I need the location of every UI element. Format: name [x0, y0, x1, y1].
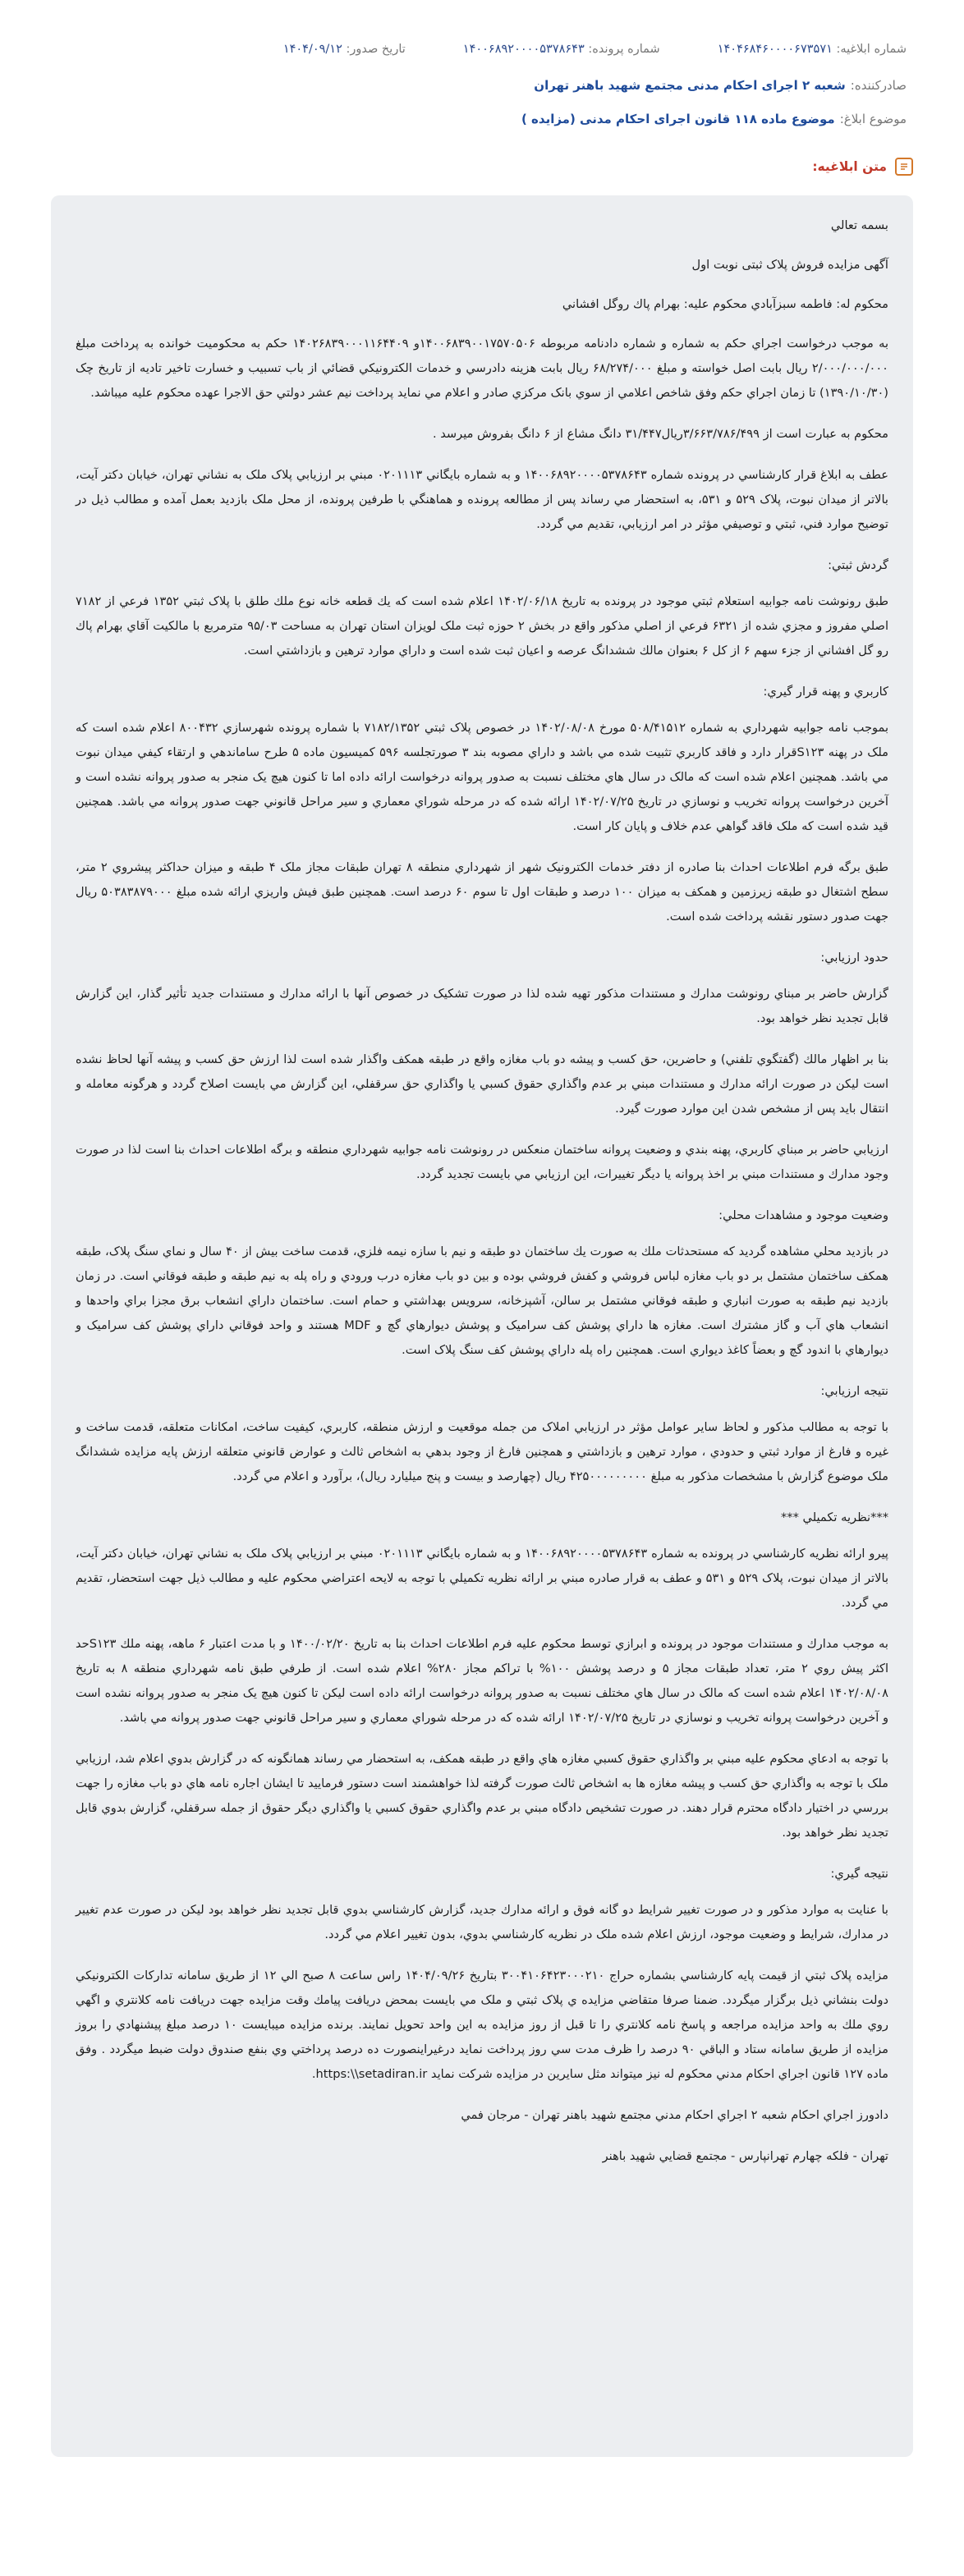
notice-number — [718, 43, 907, 56]
body-conclusion: با عنايت به موارد مذکور و در صورت تغيير شرايط دو گانه فوق و ارائه مدارك جديد، گزارش کارشناسي بدوي قابل تجديد نظر خواهد بود ليکن در صورت عدم تغيير در مدارك، شرايط و وضعيت موجود، ارزش اعلام شده ملک در نظريه کارشناسي بدوي، بدون تغيير اعلام مي گردد. — [76, 1903, 888, 1941]
body-parties: محکوم له: فاطمه سبزآبادي محکوم عليه: بهرام پاك روگل افشاني — [562, 297, 888, 311]
issuer-label: صادرکننده: — [850, 78, 907, 93]
subject-label: موضوع ابلاغ: — [839, 112, 907, 126]
body-supplement-3: با توجه به ادعاي محکوم عليه مبني بر واگذاري حقوق کسبي مغازه هاي واقع در طبقه همکف، به استحضار مي رساند همانگونه که در گزارش بدوي اعلام شد، ارزيابي ملک با توجه به واگذاري حق کسب و پيشه مغازه ها به اشخاص ثالث صورت گرفته لذا خواهشمند است دستور فرماييد تا ايشان اجاره نامه هاي دو باب مغازه را جهت بررسي در اختيار دادگاه محترم قرار دهند. در صورت تشخيص دادگاه مبني بر عدم واگذاري حقوق کسبي يا واگذاري ديگر حقوق از جمله سرقفلي، گزارش بدوي قابل تجديد نظر خواهد بود. — [76, 1752, 888, 1840]
heading-usage: کاربري و پهنه قرار گيري: — [763, 685, 888, 699]
body-supplement-2: به موجب مدارك و مستندات موجود در پرونده و ابرازي توسط محکوم عليه فرم اطلاعات احداث بنا به تاريخ ۱۴۰۰/۰۲/۲۰ و با مدت اعتبار ۶ ماهه، پهنه ملك S۱۲۳حد اکثر پيش روي ۲ متر، تعداد طبقات مجاز ۵ و درصد پوشش ۱۰۰% با تراکم مجاز ۲۸۰% اعلام شده است. از طرفي طبق نامه شهرداري منطقه ۸ به تاريخ ۱۴۰۲/۰۸/۰۸ اعلام شده است که مالک در سال هاي مختلف نسبت به صدور پروانه درخواست ارائه داده است ليکن تا کنون هيچ يک منجر به صدور پروانه نشده است و آخرين درخواست پروانه تخريب و نوسازي در تاريخ ۱۴۰۲/۰۷/۲۵ ارائه شده که در مرحله شوراي معماري و سير مراحل قانوني جهت صدور پروانه مي باشد. — [76, 1637, 889, 1725]
body-limits-2: بنا بر اظهار مالك (گفتگوي تلفني) و حاضرين، حق کسب و پيشه دو باب مغازه واقع در طبقه همکف واگذار شده است لذا ارزش حق کسب و پيشه آنها لحاظ نشده است ليکن در صورت ارائه مدارك و مستندات مبني بر عدم واگذاري حقوق کسبي يا واگذاري حق سرقفلي، اين گزارش مي بايست اصلاح گردد و هرگونه معامله و انتقال بايد پس از مشخص شدن اين موارد صورت گيرد. — [76, 1052, 888, 1116]
body-building-info: طبق برگه فرم اطلاعات احداث بنا صادره از دفتر خدمات الکترونيک شهر از شهرداري منطقه ۸ تهران طبقات مجاز ملک ۴ طبقه و ميزان حداکثر پيشروي ۲ متر، سطح اشتغال دو طبقه زيرزمين و همکف به ميزان ۱۰۰ درصد و طبقات اول تا سوم ۶۰ درصد است. همچنين طبق فيش واريزي ارائه شده مبلغ ۵۰۳۸۳۸۷۹۰۰۰ ريال جهت صدور دستور نقشه پرداخت شده است. — [76, 860, 888, 924]
subject-row — [0, 112, 964, 126]
heading-conclusion: نتيجه گيري: — [830, 1867, 888, 1881]
notice-meta-row — [0, 43, 964, 56]
issue-date — [283, 43, 406, 56]
body-address: تهران - فلكه چهارم تهرانپارس - مجتمع قضايي شهيد باهنر — [602, 2149, 888, 2163]
case-number-value: ۱۴۰۰۶۸۹۲۰۰۰۰۵۳۷۸۶۴۳ — [462, 43, 585, 56]
body-expert-intro: عطف به ابلاغ قرار کارشناسي در پرونده شماره ۱۴۰۰۶۸۹۲۰۰۰۰۵۳۷۸۶۴۳ و به شماره بايگاني ۰۲۰۱۱۱۳ مبني بر ارزيابي پلاک ملک به نشاني تهران، خيابان دکتر آيت، بالاتر از ميدان نبوت، پلاک ۵۲۹ و ۵۳۱، به استحضار مي رساند پس از مطالعه پرونده و هماهنگي با طرفين پرونده، از محل ملک بازديد بعمل آمده و مطالب ذيل در توضيح موارد فني، ثبتي و توصيفي مؤثر در امر ارزيابي، تقديم مي گردد. — [76, 468, 888, 531]
notice-body — [51, 195, 913, 2457]
heading-supplement: ***نظريه تکميلي *** — [781, 1510, 888, 1524]
notice-text-heading-label: متن ابلاغیه: — [812, 159, 887, 174]
body-usage: بموجب نامه جوابيه شهرداري به شماره ۵۰۸/۴۱۵۱۲ مورخ ۱۴۰۲/۰۸/۰۸ در خصوص پلاک ثبتي ۷۱۸۲/۱۳۵۲ با شماره پرونده شهرسازي ۸۰۰۴۳۲ اعلام شده است که ملک در پهنه S۱۲۳قرار دارد و فاقد کاربري تثبيت شده مي باشد و داراي مصوبه بند ۳ صورتجلسه ۵۹۶ کميسيون ماده ۵ طرح ساماندهي و ارتقاء کيفي ميدان نبوت مي باشد. همچنين اعلام شده است که مالک در سال هاي مختلف نسبت به صدور پروانه درخواست ارائه داده اما تا کنون هيچ يک منجر به صدور پروانه نشده است و آخرين درخواست پروانه تخريب و نوسازي در تاريخ ۱۴۰۲/۰۷/۲۵ ارائه شده که در مرحله شوراي معماري و سير مراحل قانوني جهت صدور پروانه مي باشد. همچنين قيد شده است که ملک فاقد گواهي عدم خلاف و پايان کار است. — [76, 721, 889, 833]
issue-date-value: ۱۴۰۴/۰۹/۱۲ — [282, 43, 342, 56]
body-judgment: به موجب درخواست اجراي حکم به شماره و شماره دادنامه مربوطه ۱۴۰۰۶۸۳۹۰۰۱۷۵۷۰۵۰۶و ۱۴۰۲۶۸۳۹۰۰۰۱۱۶۴۴۰۹ حکم به محکوميت خوانده به پرداخت مبلغ ۲/۰۰۰/۰۰۰/۰۰۰ ریال بابت اصل خواسته و مبلغ ۶۸/۲۷۴/۰۰۰ ریال بابت هزينه دادرسي و خدمات الکترونيکي قضائي از باب تسبيب و خسارت تاخير تاديه از تاريخ چک (۱۳۹۰/۱۰/۳۰) تا زمان اجراي حکم وفق شاخص اعلامي از سوي بانک مرکزي صادر و اعلام مي نمايد پرداخت نيم عشر دولتي حق الاجرا عهده محکوم عليه ميباشد. — [76, 337, 889, 400]
body-result: با توجه به مطالب مذکور و لحاظ ساير عوامل مؤثر در ارزيابي املاک من جمله موقعيت و ارزش منطقه، کاربري، کيفيت ساخت، امکانات متعلقه، قدمت ساخت و غيره و فارغ از موارد ثبتي و حدودي ، موارد ترهين و بازداشتي و همچنين فارغ از وجود بدهي به اشخاص ثالث و عوارض قانوني متعلقه ارزش پايه مزايده ششدانگ ملک موضوع گزارش با مشخصات مذکور به مبلغ ۴۲۵۰۰۰۰۰۰۰۰۰ ريال (چهارصد و بيست و پنج ميليارد ريال)، برآورد و اعلام مي گردد. — [76, 1420, 888, 1483]
heading-status: وضعيت موجود و مشاهدات محلي: — [718, 1208, 888, 1222]
heading-limits: حدود ارزيابي: — [820, 951, 888, 965]
body-registry: طبق رونوشت نامه جوابيه استعلام ثبتي موجود در پرونده به تاريخ ۱۴۰۲/۰۶/۱۸ اعلام شده است که يك قطعه خانه نوع ملك طلق با پلاک ثبتي ۱۳۵۲ فرعي از ۷۱۸۲ اصلي مفروز و مجزي شده از ۶۳۲۱ فرعي از اصلي مذکور واقع در بخش ۲ حوزه ثبت ملک لويزان استان تهران به مساحت ۹۵/۰۳ مترمربع با مالکيت آقاي بهرام پاك رو گل افشاني از جزء سهم ۶ از کل ۶ بعنوان مالك ششدانگ عرصه و اعيان ثبت شده است و داراي موارد ترهين و بازداشتي است. — [76, 594, 888, 658]
body-limits-3: ارزيابي حاضر بر مبناي کاربري، پهنه بندي و وضعيت پروانه ساختمان منعکس در رونوشت نامه جوابيه شهرداري منطقه و برگه اطلاعات احداث بنا است لذا در صورت وجود مدارك و مستندات مبني بر اخذ پروانه يا ديگر تغييرات، اين ارزيابي مي بايست تجديد گردد. — [76, 1143, 888, 1181]
issue-date-label: تاریخ صدور: — [346, 43, 406, 56]
issuer-value: شعبه ۲ اجرای احکام مدنی مجتمع شهید باهنر تهران — [534, 78, 846, 93]
subject-value: موضوع ماده ۱۱۸ قانون اجرای احکام مدنی (مزایده ) — [521, 112, 835, 126]
body-signatory: دادورز اجراي احكام شعبه ۲ اجراي احكام مدني مجتمع شهيد باهنر تهران - مرجان فمي — [461, 2108, 888, 2122]
body-basmala: بسمه تعالي — [830, 218, 888, 232]
body-supplement-1: پيرو ارائه نظريه کارشناسي در پرونده به شماره ۱۴۰۰۶۸۹۲۰۰۰۰۵۳۷۸۶۴۳ و به شماره بايگاني ۰۲۰۱۱۱۳ مبني بر ارزيابي پلاک ملک به نشاني تهران، خيابان دکتر آيت، بالاتر از ميدان نبوت، پلاک ۵۲۹ و ۵۳۱ و عطف به قرار صادره مبني بر ارائه نظريه تکميلي با توجه به لايحه اعتراضي محکوم عليه و مطالب ذيل جهت استحضار، تقديم مي گردد. — [76, 1547, 889, 1610]
issuer-row — [0, 78, 964, 93]
notice-text-heading — [812, 158, 913, 176]
body-auction-details: مزايده پلاک ثبتي از قيمت پايه کارشناسي بشماره حراج ۳۰۰۴۱۰۶۴۲۳۰۰۰۲۱۰ بتاريخ ۱۴۰۴/۰۹/۲۶ راس ساعت ۸ صبح الي ۱۲ از طريق سامانه تداركات الكترونيكي دولت بنشاني ذيل برگزار ميگردد. ضمنا صرفا متقاضي مزايده ي پلاک ثبتي و ملک مي بايست بمحض دريافت پيامك وقت مزايده جهت دريافت نامه كلانتري و اگهي روي ملك به واحد مزايده مراجعه و پاسخ نامه كلانتري را تا قبل از روز مزايده به اين واحد تحويل نمايند. برنده مزايده ميبايست ۱۰ درصد مبلغ پيشنهادي را بروز مزايده از طريق سامانه ستاد و الباقي ۹۰ درصد را ظرف مدت سي روز پرداخت نمايد درغيراينصورت ده درصد پرداختي وي بنفع صندوق دولت ضبط ميگردد . وفق ماده ۱۲۷ قانون اجراي احكام مدني محکوم له نيز ميتواند مثل سايرين در مزايده شركت نمايد https:\\setadiran.ir. — [76, 1969, 888, 2081]
notice-number-label: شماره ابلاغیه: — [836, 43, 907, 56]
heading-result: نتيجه ارزيابي: — [820, 1384, 888, 1398]
body-auction-title: آگهی مزایده فروش پلاک ثبتی نوبت اول — [691, 258, 888, 272]
body-limits-1: گزارش حاضر بر مبناي رونوشت مدارك و مستندات مذکور تهيه شده لذا در صورت تشکيک در خصوص آنها با ارائه مدارك و مستندات جديد تأثير گذار، اين گزارش قابل تجديد نظر خواهد بود. — [76, 987, 888, 1025]
document-icon — [895, 158, 913, 176]
notice-number-value: ۱۴۰۴۶۸۴۶۰۰۰۰۶۷۳۵۷۱ — [717, 43, 833, 56]
case-number — [463, 43, 660, 56]
case-number-label: شماره پرونده: — [588, 43, 660, 56]
heading-registry: گردش ثبتي: — [828, 558, 888, 572]
body-judgment-amount: محکوم به عبارت است از ۳/۶۶۳/۷۸۶/۴۹۹ریال۳۱/۴۴۷ دانگ مشاع از ۶ دانگ بفروش ميرسد . — [432, 427, 888, 441]
body-status: در بازديد محلي مشاهده گرديد که مستحدثات ملك به صورت يك ساختمان دو طبقه و نيم با سازه نيمه فلزي، قدمت ساخت بيش از ۴۰ سال و نماي سنگ پلاک، طبقه همکف ساختمان مشتمل بر دو باب مغازه لباس فروشي و کفش فروشي بوده و بين دو باب مغازه درب ورودي و راه پله به نيم طبقه و طبقه فوقاني است. در زمان بازديد نيم طبقه به صورت انباري و طبقه فوقاني مشتمل بر سالن، آشپزخانه، سرويس بهداشتي و حمام است. ساختمان داراي انشعاب برق مجزا براي واحدها و انشعاب هاي آب و گاز مشترك است. مغازه ها داراي پوشش کف سراميک و پوشش ديوارهاي گچ و MDF هستند و واحد فوقاني داراي پوشش کف سراميک و ديوارهاي با اندود گچ و بعضاً کاغذ ديواري است. همچنين راه پله داراي پوشش کف سنگ پلاک است. — [76, 1244, 888, 1357]
